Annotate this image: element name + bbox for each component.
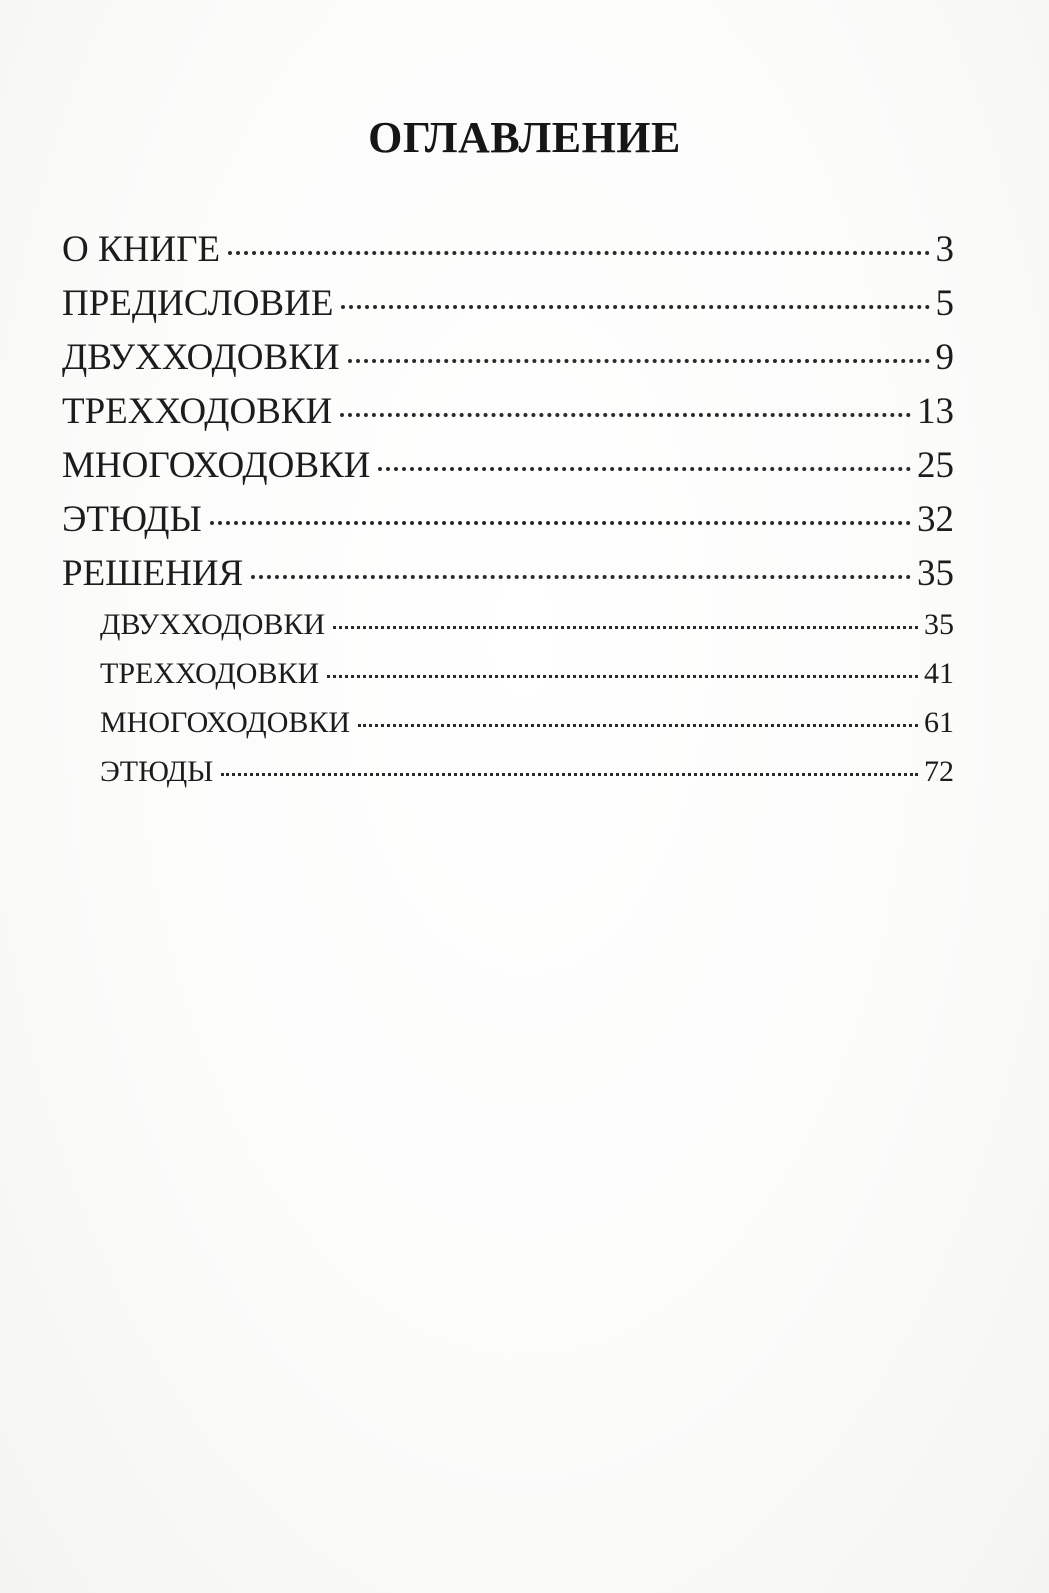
toc-entry-three-movers[interactable] (62, 390, 954, 444)
toc-subentry-label: МНОГОХОДОВКИ (100, 706, 351, 739)
dot-leader (341, 305, 929, 309)
toc-entry-two-movers[interactable] (62, 336, 954, 390)
toc-entry-solutions[interactable] (62, 552, 954, 606)
dot-leader (327, 675, 918, 678)
toc-subentry-two-movers[interactable] (100, 608, 954, 657)
toc-subentry-studies[interactable] (100, 755, 954, 804)
dot-leader (358, 724, 918, 727)
dot-leader (210, 521, 911, 525)
dot-leader (221, 773, 918, 776)
toc-subentry-three-movers[interactable] (100, 657, 954, 706)
toc-subentry-page-number: 35 (924, 608, 954, 641)
toc-subentry-label: ТРЕХХОДОВКИ (100, 657, 320, 690)
toc-entry-page-number: 25 (917, 445, 954, 486)
toc-entry-label: О КНИГЕ (62, 229, 221, 270)
page-title: ОГЛАВЛЕНИЕ (368, 113, 681, 162)
toc-entry-page-number: 9 (935, 337, 954, 378)
toc-entry-label: ТРЕХХОДОВКИ (62, 391, 333, 432)
toc-entry-label: ПРЕДИСЛОВИЕ (62, 283, 334, 324)
toc-entry-label: ДВУХХОДОВКИ (62, 337, 340, 378)
toc-subentry-page-number: 41 (924, 657, 954, 690)
toc-entry-page-number: 35 (917, 553, 954, 594)
dot-leader (378, 467, 911, 471)
toc-entry-page-number: 3 (935, 229, 954, 270)
dot-leader (340, 413, 911, 417)
toc-entry-label: ЭТЮДЫ (62, 499, 202, 540)
dot-leader (348, 359, 930, 363)
toc-entry-page-number: 13 (917, 391, 954, 432)
toc-subentry-page-number: 72 (924, 755, 954, 788)
toc-entry-page-number: 32 (917, 499, 954, 540)
toc-entry-label: РЕШЕНИЯ (62, 553, 244, 594)
toc-entry-about-book[interactable] (62, 228, 954, 282)
toc-entry-multi-movers[interactable] (62, 444, 954, 498)
table-of-contents (62, 228, 954, 804)
toc-entry-page-number: 5 (935, 283, 954, 324)
dot-leader (251, 575, 911, 579)
toc-subentry-page-number: 61 (924, 706, 954, 739)
dot-leader (333, 626, 918, 629)
toc-entry-label: МНОГОХОДОВКИ (62, 445, 371, 486)
toc-entry-preface[interactable] (62, 282, 954, 336)
toc-subentry-multi-movers[interactable] (100, 706, 954, 755)
dot-leader (228, 251, 929, 255)
toc-subentry-label: ЭТЮДЫ (100, 755, 214, 788)
toc-entry-studies[interactable] (62, 498, 954, 552)
toc-subentry-label: ДВУХХОДОВКИ (100, 608, 326, 641)
